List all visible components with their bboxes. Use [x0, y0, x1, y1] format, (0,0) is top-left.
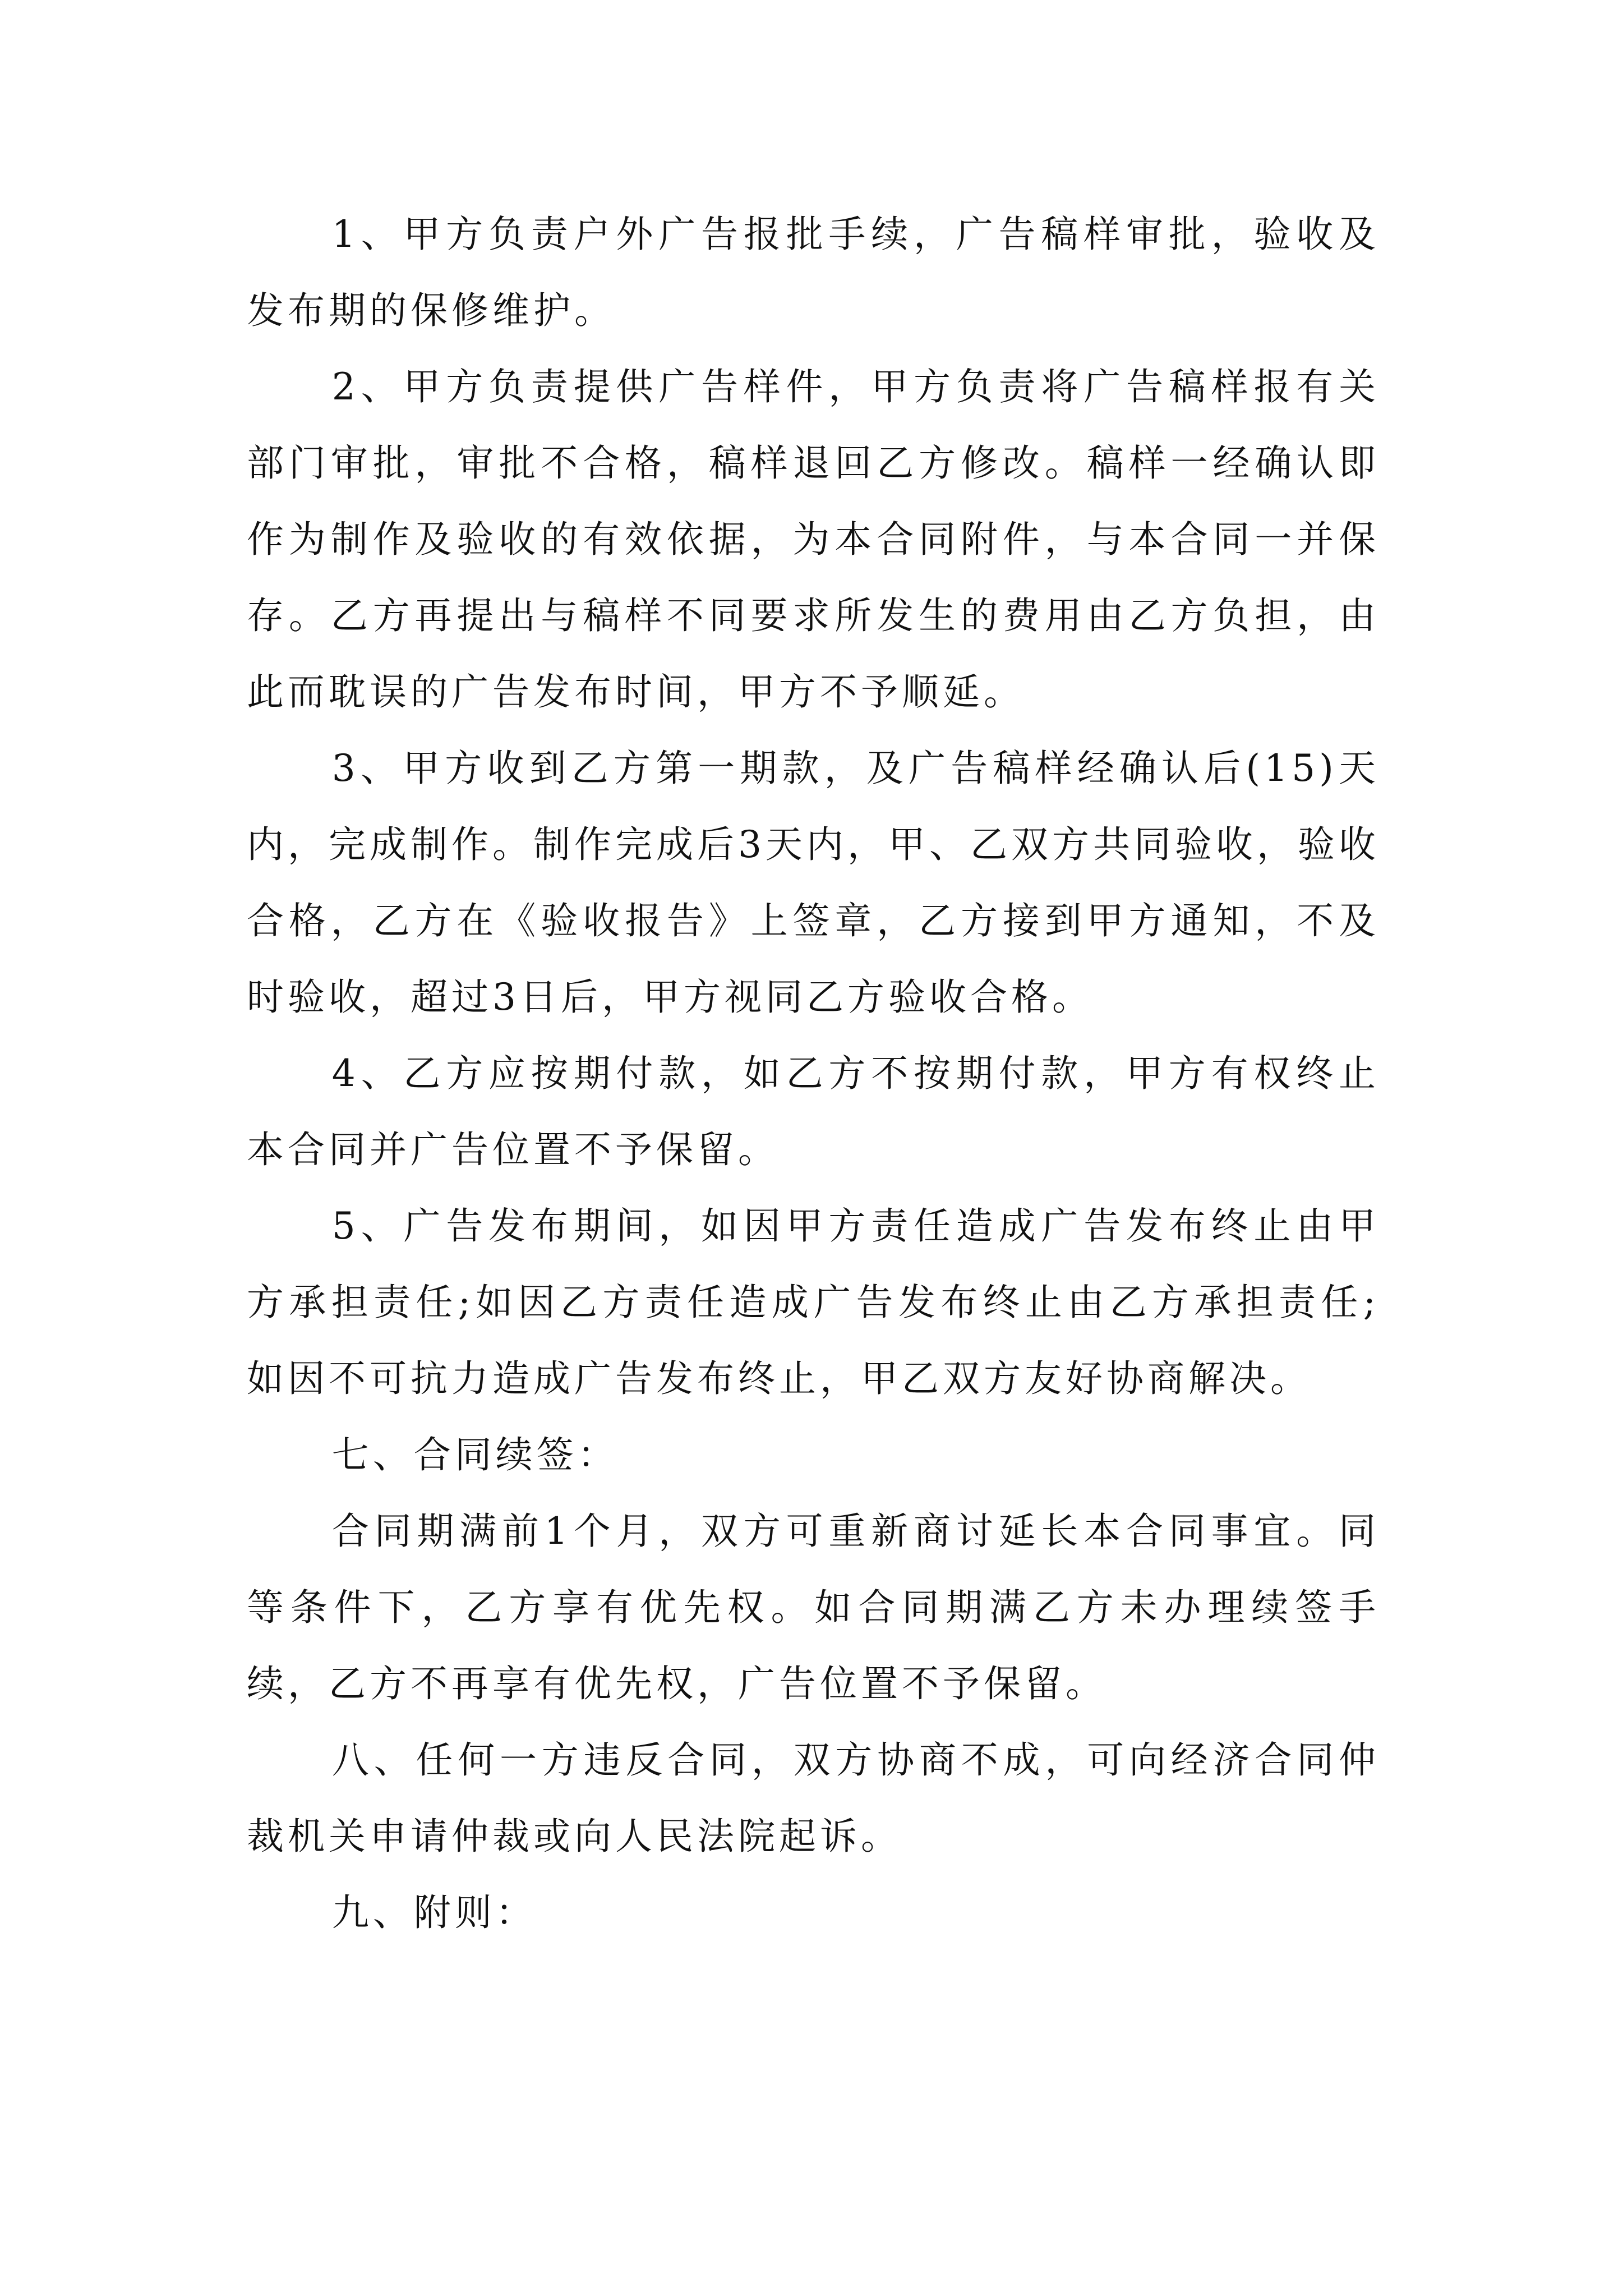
document-body: [247, 196, 1380, 1951]
clause-2-paragraph: 2、甲方负责提供广告样件，甲方负责将广告稿样报有关部门审批，审批不合格，稿样退回乙方修改。稿样一经确认即作为制作及验收的有效依据，为本合同附件，与本合同一并保存。乙方再提出与稿样不同要求所发生的费用由乙方负担，由此而耽误的广告发布时间，甲方不予顺延。: [247, 365, 1380, 714]
section-8-paragraph: 八、任何一方违反合同，双方协商不成，可向经济合同仲裁机关申请仲裁或向人民法院起诉。: [247, 1738, 1380, 1858]
section-9-heading: 九、附则：: [331, 1891, 537, 1934]
clause-3-paragraph: 3、甲方收到乙方第一期款，及广告稿样经确认后(15)天内，完成制作。制作完成后3天内，甲、乙双方共同验收，验收合格，乙方在《验收报告》上签章，乙方接到甲方通知，不及时验收，超过3日后，甲方视同乙方验收合格。: [247, 747, 1380, 1019]
clause-5-paragraph: 5、广告发布期间，如因甲方责任造成广告发布终止由甲方承担责任;如因乙方责任造成广告发布终止由乙方承担责任;如因不可抗力造成广告发布终止，甲乙双方友好协商解决。: [247, 1204, 1380, 1400]
renewal-paragraph: 合同期满前1个月，双方可重新商讨延长本合同事宜。同等条件下，乙方享有优先权。如合同期满乙方未办理续签手续，乙方不再享有优先权，广告位置不予保留。: [247, 1510, 1380, 1705]
section-7-heading: 七、合同续签：: [331, 1433, 619, 1476]
clause-1-paragraph: 1、甲方负责户外广告报批手续，广告稿样审批，验收及发布期的保修维护。: [247, 213, 1380, 332]
clause-4-paragraph: 4、乙方应按期付款，如乙方不按期付款，甲方有权终止本合同并广告位置不予保留。: [247, 1052, 1380, 1171]
